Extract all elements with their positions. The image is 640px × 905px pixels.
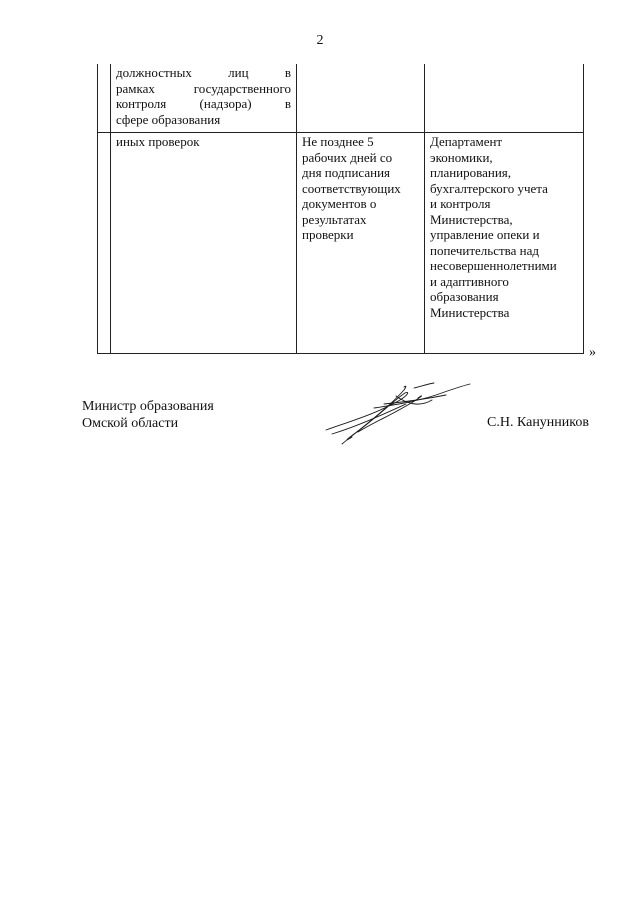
table-cell-deadline — [297, 64, 425, 133]
handwritten-signature — [318, 374, 478, 446]
cell-line: образования — [430, 289, 499, 304]
cell-line: управление опеки и — [430, 227, 540, 242]
cell-line: дня подписания — [302, 165, 391, 180]
cell-line: и адаптивного — [430, 273, 509, 289]
cell-line: иных проверок — [116, 134, 200, 149]
table-cell-responsible — [425, 64, 584, 133]
cell-line: несовершеннолетними — [430, 258, 557, 273]
table-cell-responsible — [425, 133, 584, 354]
cell-line: рамках государственного — [116, 80, 291, 96]
signatory-title-line: Министр образования — [82, 399, 214, 414]
table-cell-index — [98, 64, 111, 133]
table-cell-deadline — [297, 133, 425, 354]
cell-line: экономики, — [430, 149, 493, 165]
table-cell-subject — [111, 133, 297, 354]
cell-line: Министерства, — [430, 211, 513, 227]
cell-line: Министерства — [430, 304, 510, 320]
cell-line: соответствующих — [302, 180, 401, 196]
cell-line: планирования, — [430, 165, 512, 180]
cell-line: бухгалтерского учета — [430, 180, 548, 196]
table-cell-subject — [111, 64, 297, 133]
table-row — [98, 133, 584, 354]
cell-line: должностных лиц в — [116, 65, 291, 80]
cell-line: Департамент — [430, 134, 503, 149]
closing-quote: » — [589, 345, 596, 360]
cell-line: и контроля — [430, 196, 491, 211]
signatory-name: С.Н. Канунников — [487, 415, 589, 430]
cell-line: документов о — [302, 196, 377, 211]
signatory-title — [82, 398, 214, 432]
page-number: 2 — [316, 33, 324, 48]
cell-line: результатах — [302, 211, 367, 227]
responsibilities-table — [97, 64, 584, 354]
cell-line: сфере образования — [116, 111, 221, 127]
cell-line: проверки — [302, 227, 354, 242]
cell-line: рабочих дней со — [302, 149, 393, 165]
signatory-title-line: Омской области — [82, 416, 179, 431]
cell-line: попечительства над — [430, 242, 540, 258]
table-cell-index — [98, 133, 111, 354]
table-row — [98, 64, 584, 133]
cell-line: Не позднее 5 — [302, 134, 374, 149]
cell-line: контроля (надзора) в — [116, 96, 291, 111]
